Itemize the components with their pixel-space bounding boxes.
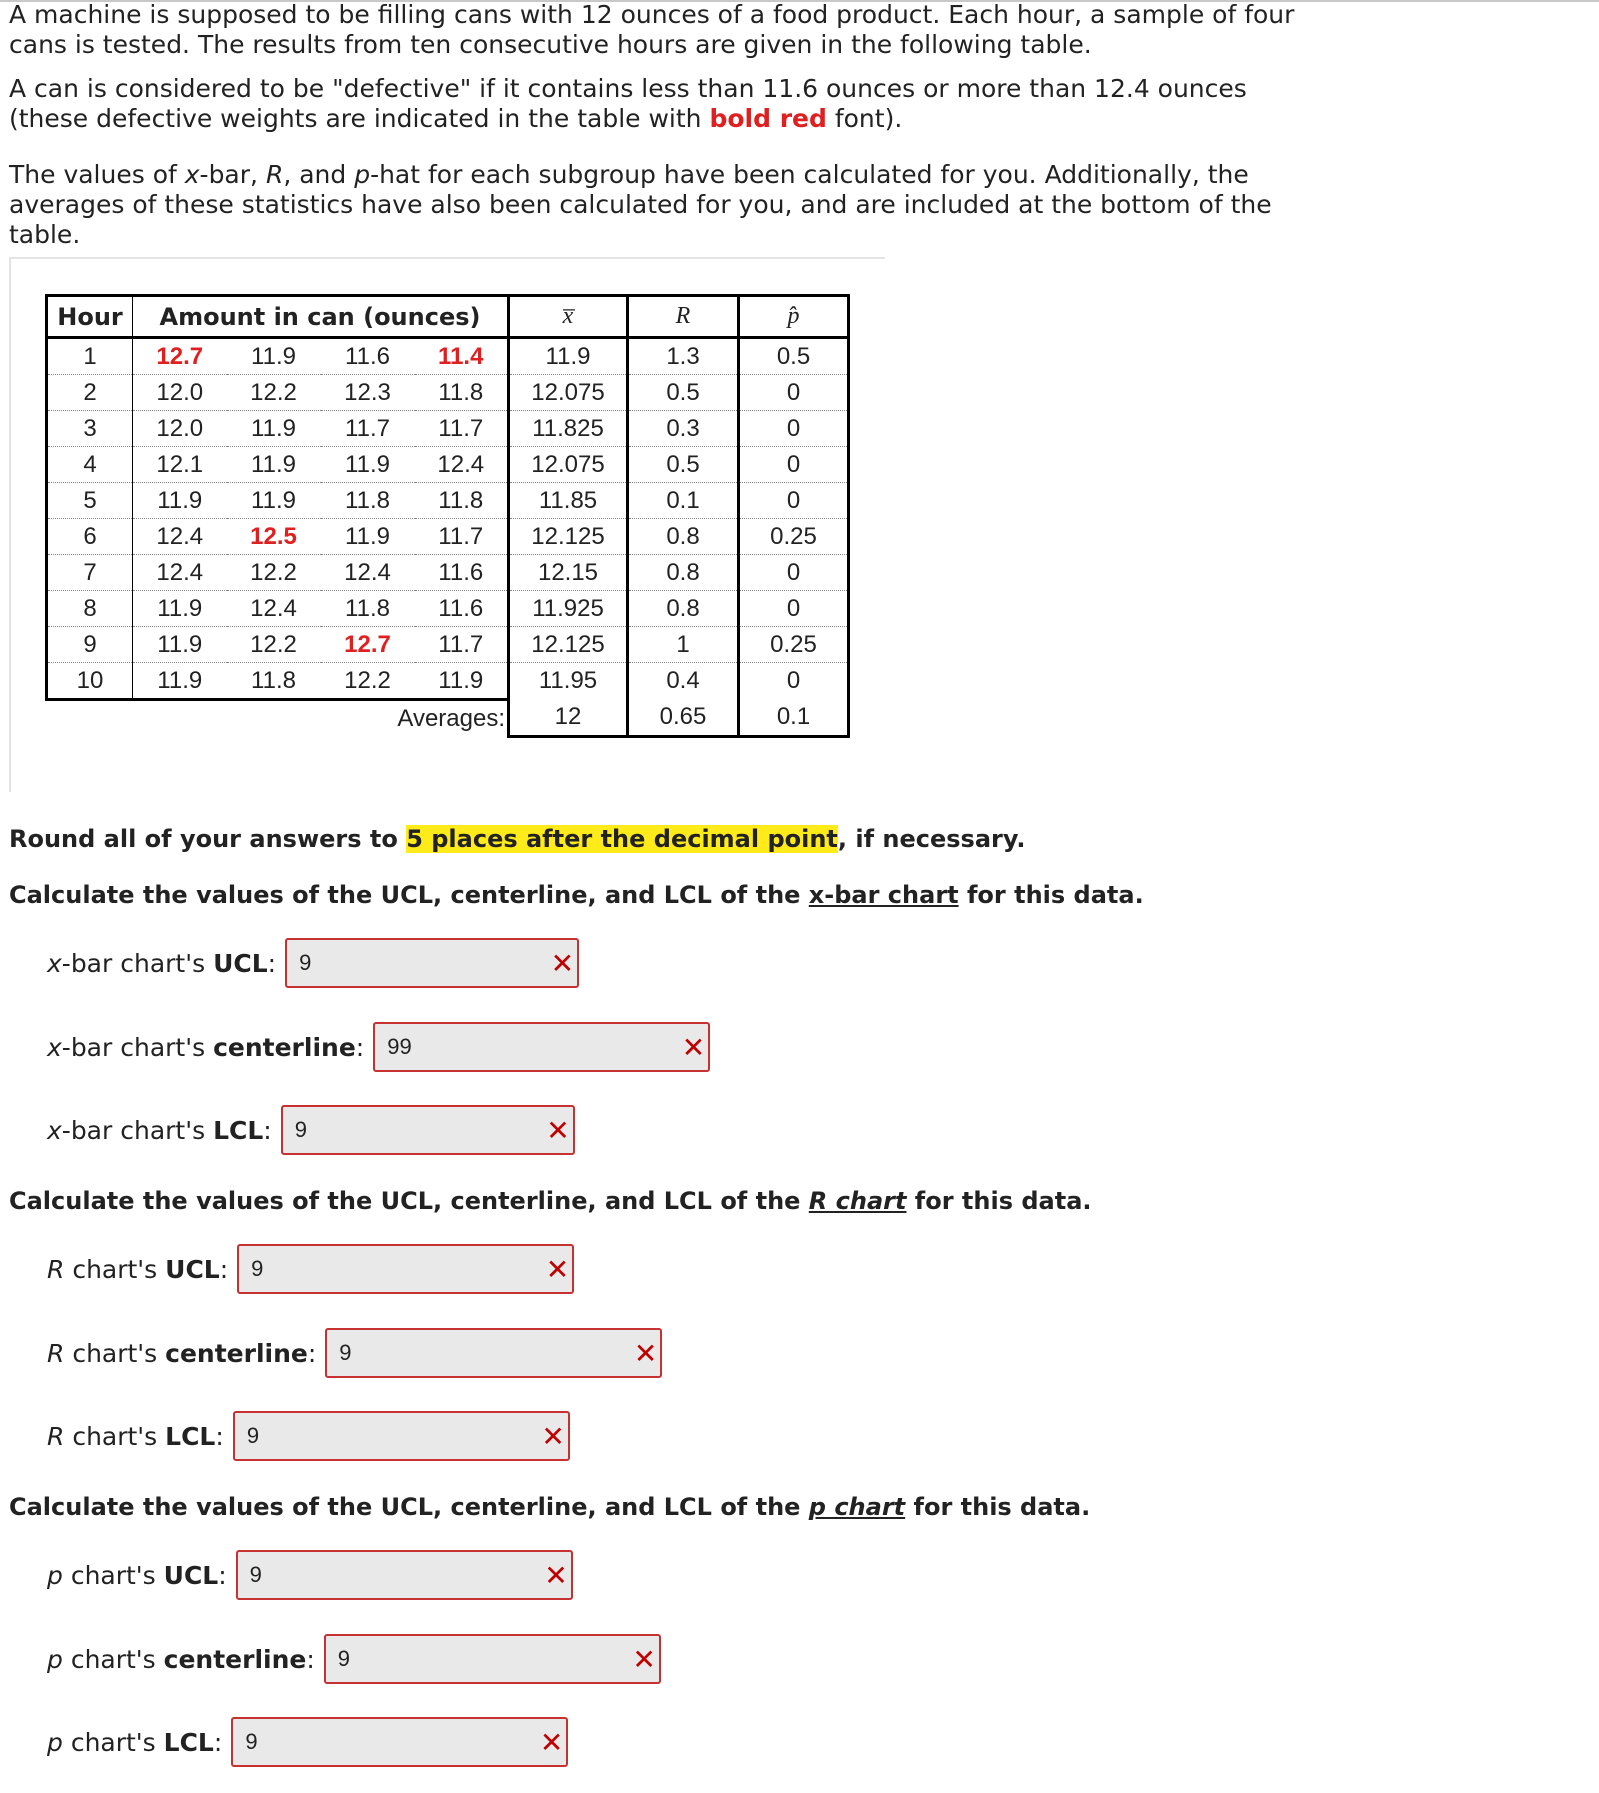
amount-cell: 12.0	[133, 375, 227, 411]
hour-cell: 3	[47, 411, 133, 447]
r-cell: 0.1	[628, 483, 739, 519]
r-cell: 0.3	[628, 411, 739, 447]
r-ucl-row	[47, 1242, 574, 1296]
table-row	[47, 411, 849, 447]
amount-cell: 12.5	[227, 519, 321, 555]
r-center-label: R chart's centerline:	[47, 1338, 317, 1368]
xbar-cell: 11.925	[509, 591, 628, 627]
phat-cell: 0	[739, 411, 849, 447]
incorrect-icon: ✕	[539, 1726, 564, 1759]
data-table	[45, 294, 850, 738]
header-hour: Hour	[47, 296, 133, 338]
amount-cell: 11.8	[321, 591, 415, 627]
incorrect-icon: ✕	[544, 1559, 568, 1592]
avg-phat: 0.1	[739, 700, 849, 737]
xbar-cell: 11.85	[509, 483, 628, 519]
amount-cell: 11.7	[321, 411, 415, 447]
hour-cell: 7	[47, 555, 133, 591]
amount-cell: 12.4	[133, 519, 227, 555]
rounding-instruction: Round all of your answers to 5 places after the decimal point, if necessary.	[9, 825, 1026, 853]
xbar-center-row	[47, 1020, 710, 1074]
hour-cell: 2	[47, 375, 133, 411]
r-cell: 1.3	[628, 338, 739, 375]
p-lcl-row	[47, 1715, 568, 1769]
hour-cell: 8	[47, 591, 133, 627]
p-lcl-box	[231, 1717, 568, 1767]
intro-paragraph-2: A can is considered to be "defective" if it contains less than 11.6 ounces or more than 12.4 ounces (these defective weights are indicated in the table with bold red font).	[9, 74, 1247, 133]
header-xbar: x̅	[509, 296, 628, 338]
xbar-lcl-input[interactable]	[283, 1107, 573, 1153]
avg-xbar: 12	[509, 700, 628, 737]
amount-cell: 11.7	[415, 627, 509, 663]
xbar-ucl-input[interactable]	[287, 940, 577, 986]
phat-cell: 0	[739, 591, 849, 627]
r-lcl-row	[47, 1409, 570, 1463]
p-center-input[interactable]	[326, 1636, 659, 1682]
xbar-cell: 11.95	[509, 663, 628, 700]
averages-row	[47, 700, 849, 737]
phat-cell: 0.25	[739, 519, 849, 555]
amount-cell: 12.2	[227, 555, 321, 591]
header-amount: Amount in can (ounces)	[133, 296, 509, 338]
amount-cell: 12.3	[321, 375, 415, 411]
amount-cell: 12.1	[133, 447, 227, 483]
r-cell: 0.5	[628, 375, 739, 411]
p-chart-link[interactable]: p chart	[808, 1493, 906, 1521]
amount-cell: 11.8	[321, 483, 415, 519]
phat-cell: 0	[739, 555, 849, 591]
amount-cell: 12.0	[133, 411, 227, 447]
amount-cell: 11.9	[227, 483, 321, 519]
amount-cell: 11.9	[133, 627, 227, 663]
hour-cell: 1	[47, 338, 133, 375]
xbar-cell: 12.125	[509, 519, 628, 555]
r-chart-link[interactable]: R chart	[808, 1187, 907, 1215]
xbar-lcl-label: x-bar chart's LCL:	[47, 1115, 272, 1145]
amount-cell: 11.9	[321, 519, 415, 555]
p-ucl-row	[47, 1548, 573, 1602]
p-ucl-label: p chart's UCL:	[47, 1560, 227, 1590]
amount-cell: 12.2	[227, 627, 321, 663]
xbar-cell: 12.075	[509, 447, 628, 483]
hour-cell: 6	[47, 519, 133, 555]
p-lcl-input[interactable]	[233, 1719, 566, 1765]
bold-red-text: bold red	[709, 104, 827, 133]
amount-cell: 12.2	[344, 666, 391, 694]
amount-cell: 11.9	[321, 447, 415, 483]
r-center-box	[325, 1328, 662, 1378]
amount-cell: 11.8	[415, 375, 509, 411]
amount-cell: 12.4	[133, 555, 227, 591]
averages-label: Averages:	[47, 700, 509, 737]
r-ucl-input[interactable]	[239, 1246, 572, 1292]
r-cell: 0.5	[628, 447, 739, 483]
header-phat: p̂	[739, 296, 849, 338]
hour-cell: 4	[47, 447, 133, 483]
table-row	[47, 555, 849, 591]
amount-cell: 11.7	[415, 519, 509, 555]
hour-cell: 5	[47, 483, 133, 519]
amount-cell: 12.7	[321, 627, 415, 663]
incorrect-icon: ✕	[632, 1643, 656, 1676]
r-cell: 0.8	[628, 519, 739, 555]
amount-cell: 12.4	[227, 591, 321, 627]
xbar-cell: 12.15	[509, 555, 628, 591]
amount-cell: 11.9	[227, 447, 321, 483]
amount-cell: 11.8	[415, 483, 509, 519]
phat-cell: 0.5	[739, 338, 849, 375]
amount-cell: 11.4	[415, 338, 509, 375]
amount-cell: 11.8	[251, 666, 296, 694]
intro-paragraph-3: The values of x-bar, R, and p-hat for each subgroup have been calculated for you. Additionally, the averages of these statistics have also been calculated for you, and are included at the bottom of the table.	[9, 160, 1272, 249]
avg-r: 0.65	[628, 700, 739, 737]
xbar-cell: 11.825	[509, 411, 628, 447]
table-row	[47, 663, 849, 700]
amount-cell: 12.4	[321, 555, 415, 591]
header-r: R	[628, 296, 739, 338]
amount-cell: 11.7	[415, 411, 509, 447]
r-ucl-box	[237, 1244, 574, 1294]
amount-cell: 11.9	[227, 338, 321, 375]
amount-cell: 11.6	[415, 555, 509, 591]
amount-cell: 11.9	[133, 591, 227, 627]
incorrect-icon: ✕	[550, 947, 575, 980]
phat-cell: 0	[739, 375, 849, 411]
xbar-lcl-row	[47, 1103, 575, 1157]
r-center-row	[47, 1326, 662, 1380]
xbar-cell: 12.075	[509, 375, 628, 411]
amount-cell: 12.4	[415, 447, 509, 483]
xbar-ucl-row	[47, 936, 579, 990]
intro-paragraph-1: A machine is supposed to be filling cans with 12 ounces of a food product. Each hour, a sample of four cans is tested. The results from ten consecutive hours are given in the following table.	[9, 0, 1295, 59]
r-lcl-box	[233, 1411, 570, 1461]
table-row	[47, 447, 849, 483]
hour-cell: 10	[47, 663, 133, 700]
table-row	[47, 627, 849, 663]
incorrect-icon: ✕	[681, 1031, 706, 1064]
r-cell: 0.4	[628, 663, 739, 700]
xbar-ucl-box	[285, 938, 579, 988]
xbar-lcl-box	[281, 1105, 575, 1155]
xbar-chart-link[interactable]: x-bar chart	[808, 881, 959, 909]
amount-cell: 11.9	[133, 483, 227, 519]
incorrect-icon: ✕	[546, 1114, 570, 1147]
xbar-ucl-label: x-bar chart's UCL:	[47, 948, 277, 978]
r-cell: 0.8	[628, 555, 739, 591]
r-lcl-input[interactable]	[235, 1413, 568, 1459]
xbar-cell: 11.9	[509, 338, 628, 375]
amount-cell: 12.2	[227, 375, 321, 411]
table-row	[47, 375, 849, 411]
r-heading: Calculate the values of the UCL, centerline, and LCL of the R chart for this data.	[9, 1187, 1092, 1215]
table-row	[47, 483, 849, 519]
amount-cell: 11.6	[321, 338, 415, 375]
p-ucl-box	[236, 1550, 573, 1600]
p-heading: Calculate the values of the UCL, centerline, and LCL of the p chart for this data.	[9, 1493, 1091, 1521]
r-cell: 1	[628, 627, 739, 663]
xbar-center-label: x-bar chart's centerline:	[47, 1032, 365, 1062]
xbar-heading: Calculate the values of the UCL, centerline, and LCL of the x-bar chart for this data.	[9, 881, 1144, 909]
p-center-box	[324, 1634, 661, 1684]
amount-cell: 11.6	[415, 591, 509, 627]
r-cell: 0.8	[628, 591, 739, 627]
phat-cell: 0	[739, 447, 849, 483]
table-row	[47, 338, 849, 375]
p-ucl-input[interactable]	[238, 1552, 571, 1598]
p-center-label: p chart's centerline:	[47, 1644, 315, 1674]
phat-cell: 0	[739, 483, 849, 519]
r-center-input[interactable]	[327, 1330, 660, 1376]
incorrect-icon: ✕	[545, 1253, 570, 1286]
amount-cell: 12.7	[133, 338, 227, 375]
xbar-center-box	[373, 1022, 710, 1072]
xbar-cell: 12.125	[509, 627, 628, 663]
phat-cell: 0	[739, 663, 849, 700]
incorrect-icon: ✕	[541, 1420, 565, 1453]
phat-cell: 0.25	[739, 627, 849, 663]
highlighted-text: 5 places after the decimal point	[406, 825, 838, 853]
hour-cell: 9	[47, 627, 133, 663]
amount-cell: 11.9	[415, 663, 509, 700]
r-ucl-label: R chart's UCL:	[47, 1254, 229, 1284]
p-center-row	[47, 1632, 661, 1686]
xbar-center-input[interactable]	[375, 1024, 708, 1070]
table-row	[47, 519, 849, 555]
table-row	[47, 591, 849, 627]
amount-cell: 11.9	[157, 666, 203, 694]
amount-cell: 11.9	[227, 411, 321, 447]
incorrect-icon: ✕	[633, 1337, 658, 1370]
p-lcl-label: p chart's LCL:	[47, 1727, 223, 1757]
r-lcl-label: R chart's LCL:	[47, 1421, 224, 1451]
